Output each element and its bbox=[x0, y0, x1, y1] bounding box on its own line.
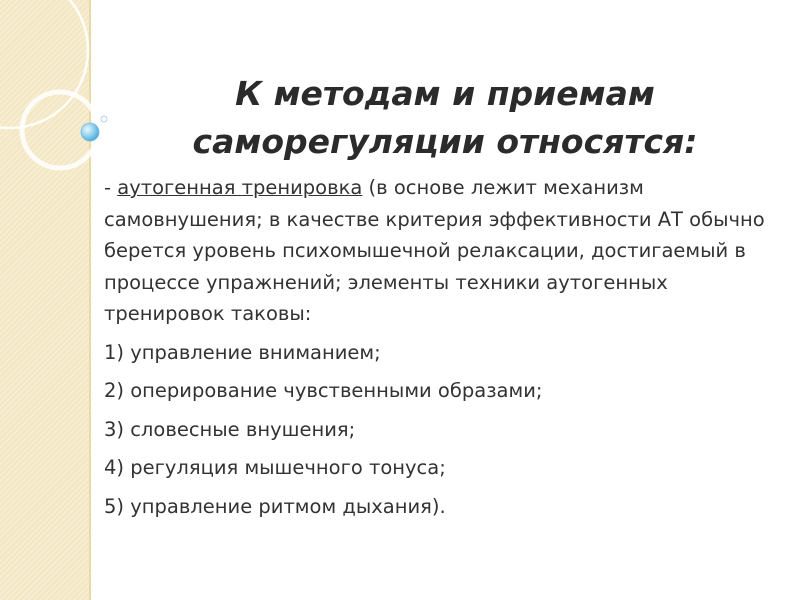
list-item: 2) оперирование чувственными образами; bbox=[104, 379, 543, 402]
decorative-ring-tiny bbox=[101, 116, 107, 122]
intro-text: (в основе лежит механизм самовнушения; в качестве критерия эффективности АТ обычно берется уровень психомышечной релаксации, достигаемый в процессе упражнений; элементы техники аутогенных тренировок таковы: bbox=[104, 176, 765, 325]
intro-paragraph bbox=[104, 172, 769, 330]
blue-bubble-icon bbox=[81, 123, 99, 141]
title-line-1: К методам и приемам bbox=[235, 74, 655, 113]
decorative-ring-large bbox=[0, 0, 88, 128]
highlighted-term: аутогенная тренировка bbox=[117, 176, 363, 199]
slide-body bbox=[104, 172, 769, 522]
list-item: 4) регуляция мышечного тонуса; bbox=[104, 456, 446, 479]
title-line-2: саморегуляции относятся: bbox=[192, 122, 698, 161]
slide-title bbox=[130, 70, 760, 166]
intro-dash: - bbox=[104, 176, 118, 199]
list-item: 3) словесные внушения; bbox=[104, 417, 356, 441]
list-item: 5) управление ритмом дыхания). bbox=[104, 494, 446, 518]
list-item: 1) управление вниманием; bbox=[104, 340, 381, 364]
